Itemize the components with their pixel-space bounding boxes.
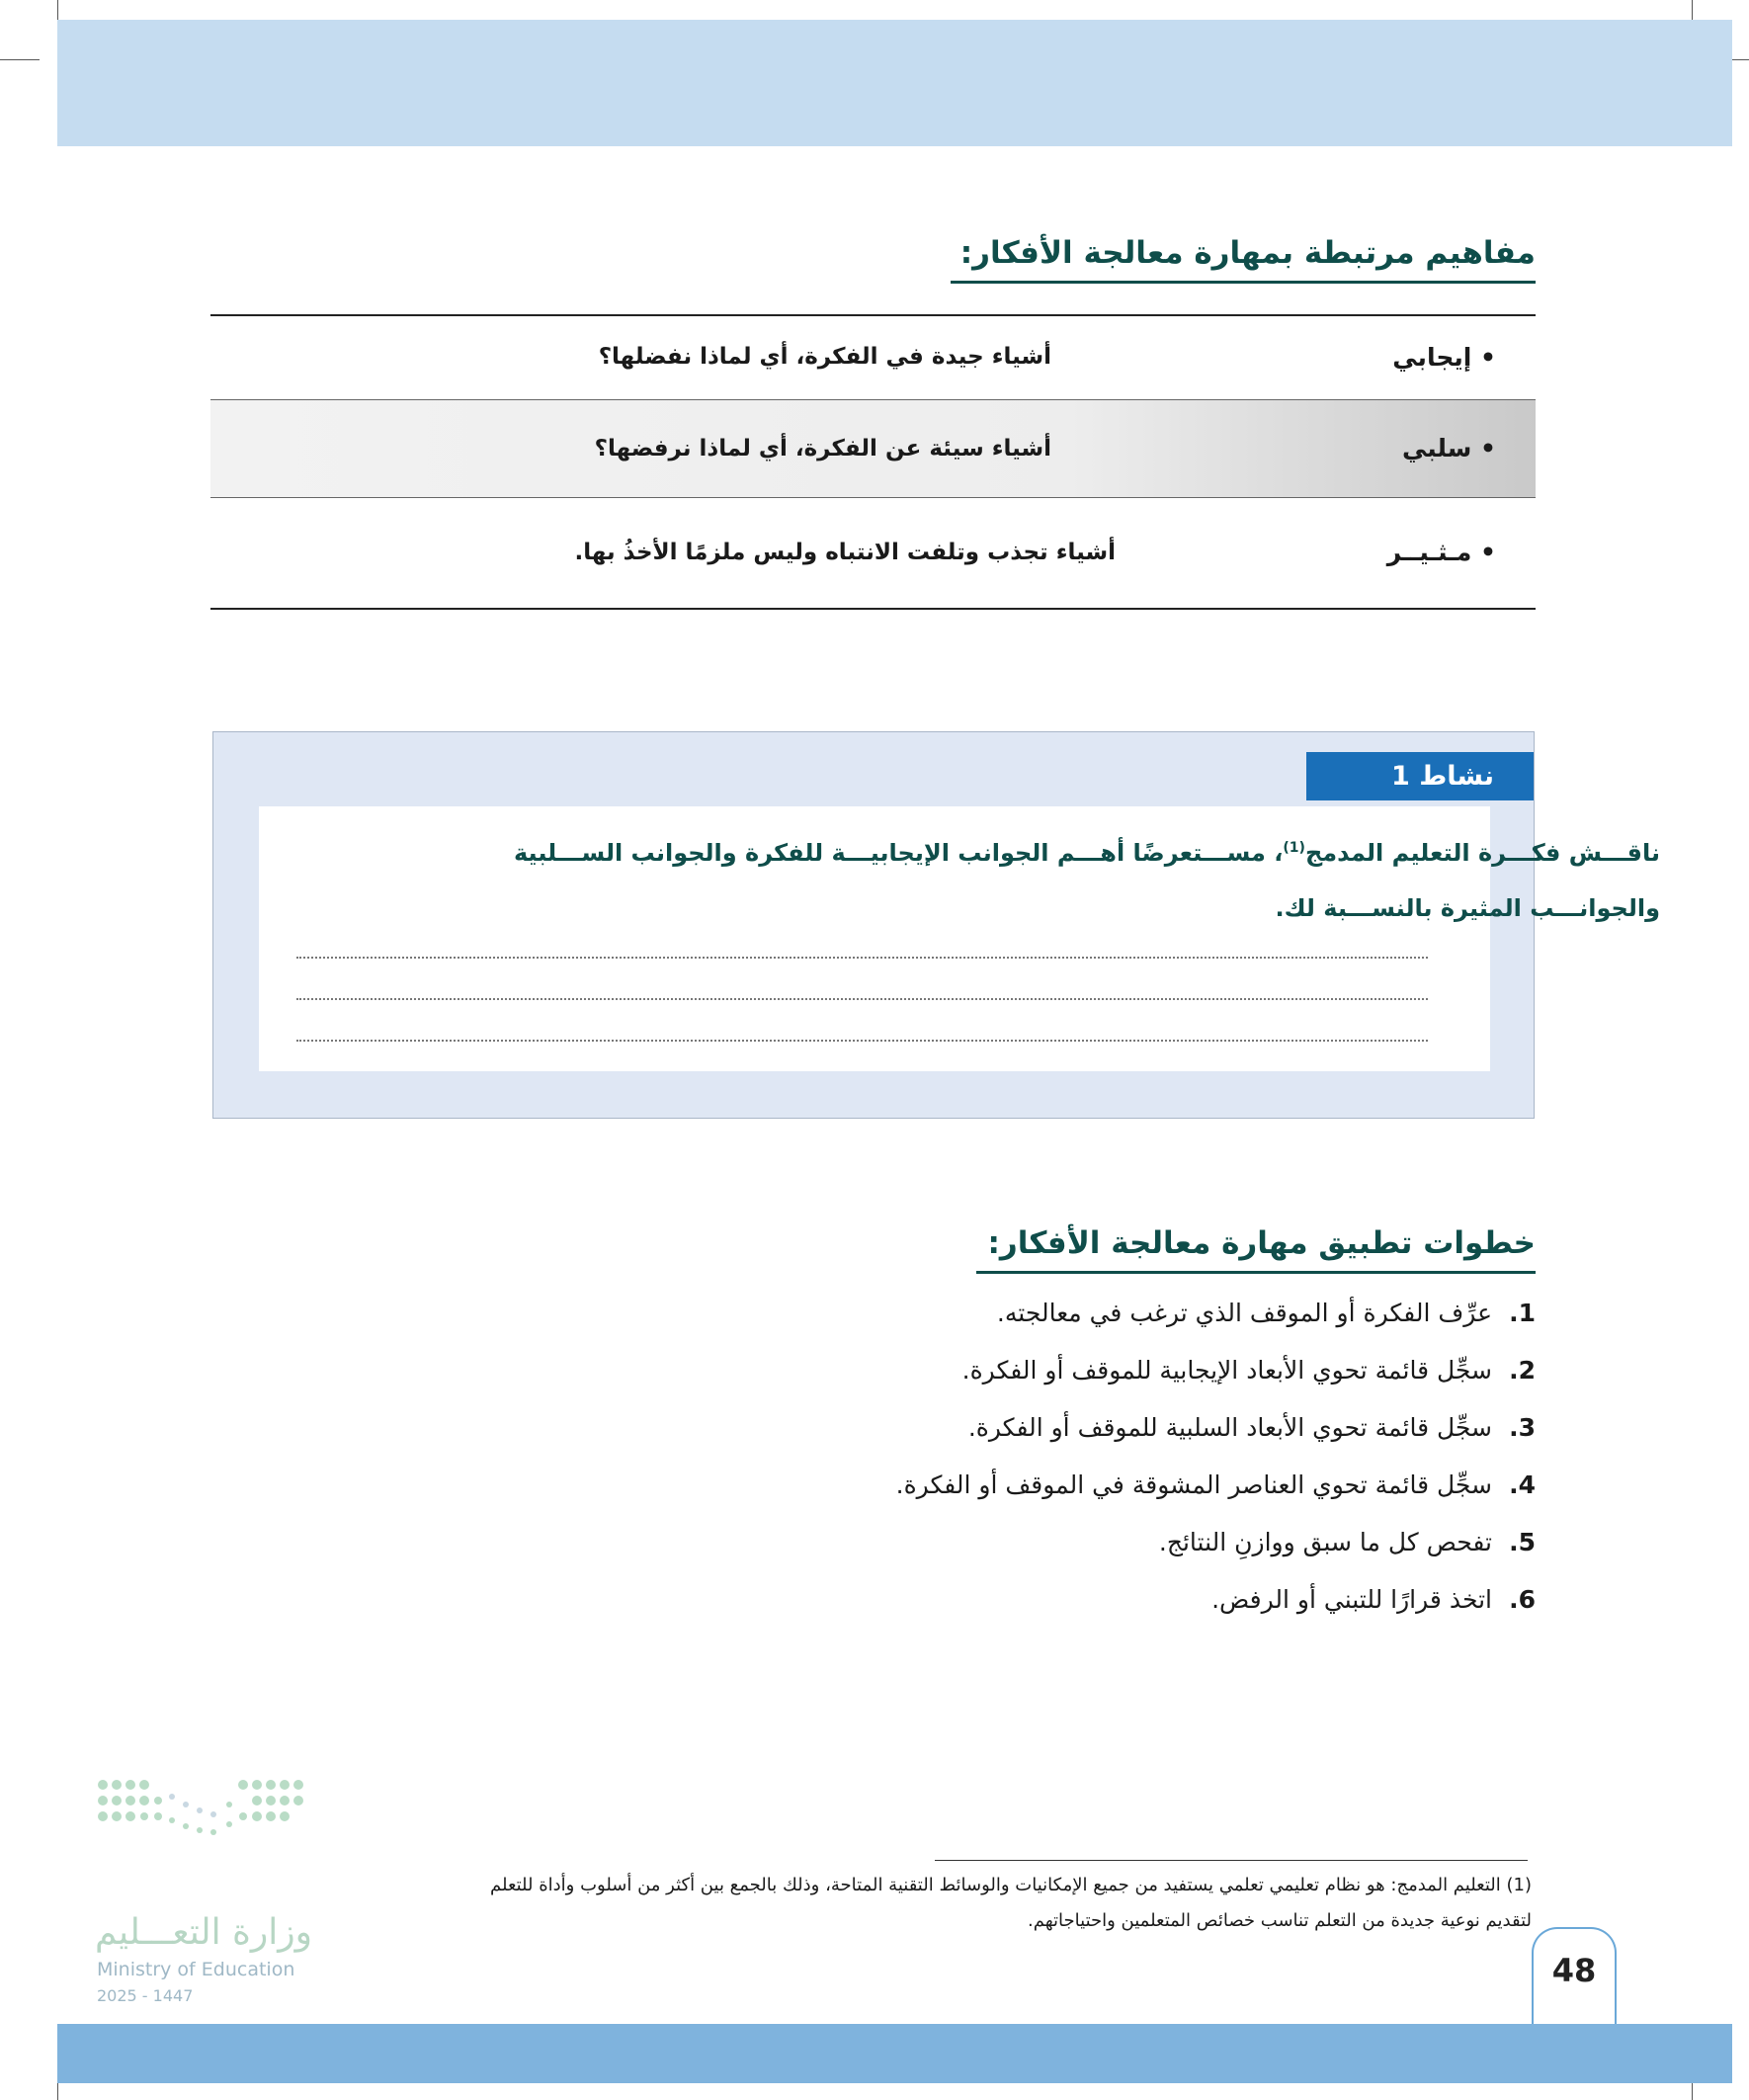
answer-line[interactable] [296, 1040, 1428, 1042]
activity-text-end: ، مســـتعرضًا أهـــم الجوانب الإيجابيـــة للفكرة والجوانب الســـلبية والجوانـــب المثيرة بالنســـبة لك. [513, 839, 1660, 922]
step-number: 4. [1509, 1470, 1536, 1499]
logo-arabic-text: وزارة التعـــليم [95, 1912, 313, 1953]
step-number: 2. [1509, 1356, 1536, 1385]
concept-row [210, 314, 1536, 399]
concept-term: • سلبي [1402, 434, 1496, 462]
section-title-concepts: مفاهيم مرتبطة بمهارة معالجة الأفكار: [959, 235, 1536, 271]
step-text: سجِّل قائمة تحوي العناصر المشوقة في الموقف أو الفكرة. [895, 1470, 1492, 1499]
step-number: 1. [1509, 1299, 1536, 1327]
list-item [547, 1342, 1536, 1399]
concept-definition: أشياء سيئة عن الفكرة، أي لماذا نرفضها؟ [594, 435, 1051, 462]
concept-definition: أشياء تجذب وتلفت الانتباه وليس ملزمًا الأخذُ بها. [574, 539, 1116, 565]
activity-text-start: ناقـــش فكـــرة التعليم المدمج [1304, 839, 1660, 867]
logo-year: 2025 - 1447 [97, 1986, 194, 2005]
footnote-line: (1) التعليم المدمج: هو نظام تعليمي تعلمي يستفيد من جميع الإمكانيات والوسائط التقنية المتاحة، وذلك بالجمع بين أكثر من أسلوب وأداة للتعلم [490, 1875, 1532, 1895]
header-band [57, 20, 1732, 146]
footer-band [57, 2024, 1732, 2083]
section-title-steps: خطوات تطبيق مهارة معالجة الأفكار: [987, 1225, 1536, 1261]
crop-mark [0, 59, 40, 60]
step-text: اتخذ قرارًا للتبني أو الرفض. [1211, 1585, 1492, 1614]
concept-row [210, 399, 1536, 497]
logo-english-text: Ministry of Education [97, 1959, 295, 1980]
footnote [148, 1868, 1532, 1939]
footnote-ref: (1) [1283, 840, 1305, 856]
title-underline [951, 281, 1536, 284]
concept-row [210, 497, 1536, 607]
step-number: 6. [1509, 1585, 1536, 1614]
concepts-table [210, 314, 1536, 607]
steps-list [547, 1285, 1536, 1629]
step-number: 5. [1509, 1528, 1536, 1556]
step-text: عرِّف الفكرة أو الموقف الذي ترغب في معالجته. [996, 1299, 1492, 1327]
ministry-logo-icon [95, 1777, 312, 1895]
step-number: 3. [1509, 1413, 1536, 1442]
page-number: 48 [1551, 1952, 1597, 1989]
activity-instructions [514, 820, 1660, 936]
footnote-divider [935, 1860, 1528, 1861]
answer-line[interactable] [296, 957, 1428, 959]
title-underline [976, 1271, 1536, 1274]
concept-term: • مـثـيــر [1386, 538, 1496, 566]
footnote-line: لتقديم نوعية جديدة من التعلم تناسب خصائص المتعلمين واحتياجاتهم. [1028, 1910, 1532, 1931]
step-text: تفحص كل ما سبق ووازنِ النتائج. [1158, 1528, 1492, 1556]
table-rule [210, 497, 1536, 498]
step-text: سجِّل قائمة تحوي الأبعاد السلبية للموقف أو الفكرة. [967, 1413, 1492, 1442]
list-item [547, 1285, 1536, 1342]
list-item [547, 1399, 1536, 1457]
table-rule [210, 399, 1536, 400]
list-item [547, 1514, 1536, 1571]
activity-label: نشاط 1 [1306, 752, 1534, 800]
step-text: سجِّل قائمة تحوي الأبعاد الإيجابية للموقف أو الفكرة. [961, 1356, 1492, 1385]
list-item [547, 1457, 1536, 1514]
answer-line[interactable] [296, 998, 1428, 1000]
concept-term: • إيجابي [1392, 342, 1496, 372]
concept-definition: أشياء جيدة في الفكرة، أي لماذا نفضلها؟ [598, 344, 1051, 370]
list-item [547, 1571, 1536, 1629]
table-rule [210, 608, 1536, 610]
